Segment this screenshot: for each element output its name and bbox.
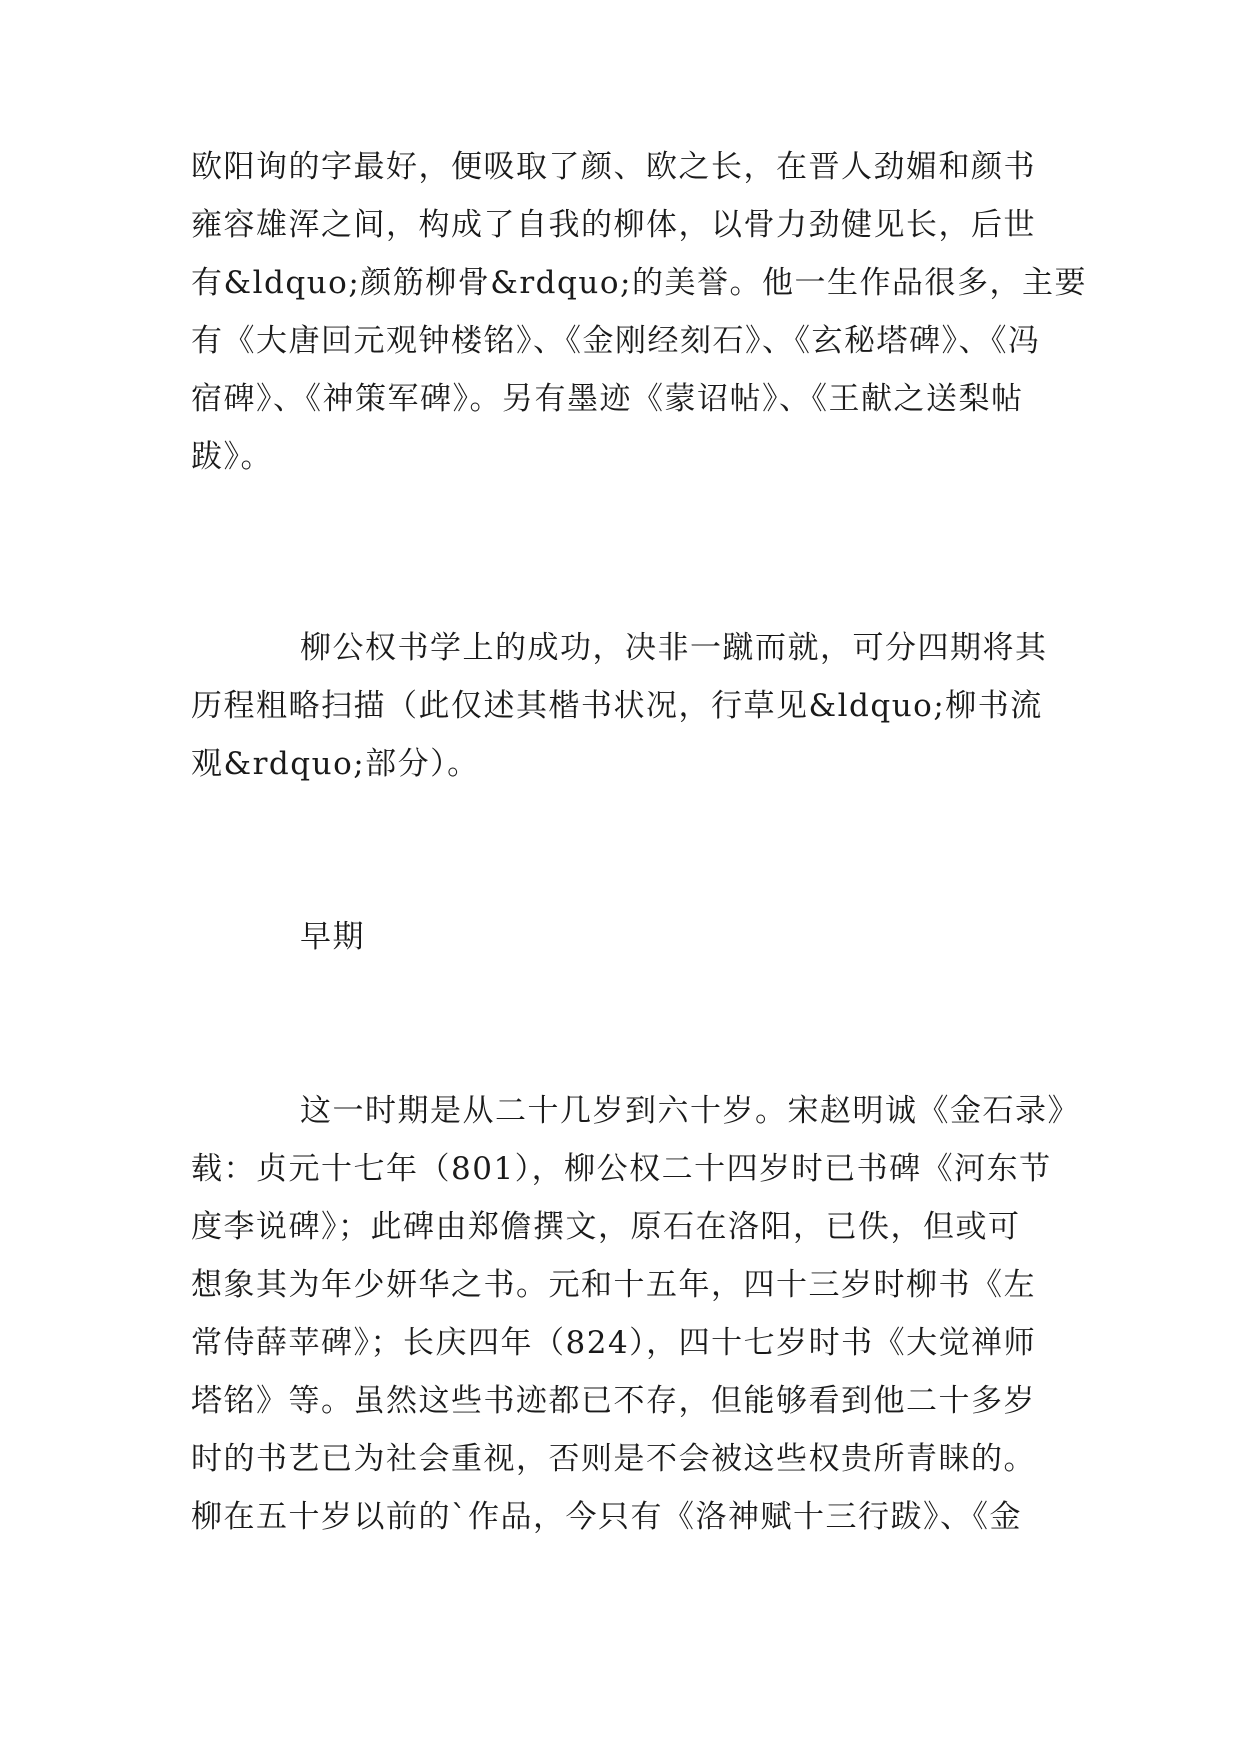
paragraph-line: 载：贞元十七年（801），柳公权二十四岁时已书碑《河东节 — [191, 1151, 1052, 1187]
paragraph-line: 有《大唐回元观钟楼铭》、《金刚经刻石》、《玄秘塔碑》、《冯 — [191, 323, 1041, 359]
paragraph-3 — [191, 1082, 1080, 1546]
paragraph-line: 柳在五十岁以前的`作品，今只有《洛神赋十三行跋》、《金 — [191, 1499, 1022, 1535]
paragraph-line: 雍容雄浑之间，构成了自我的柳体，以骨力劲健见长，后世 — [191, 207, 1036, 243]
paragraph-line: 柳公权书学上的成功，决非一蹴而就，可分四期将其 — [300, 630, 1048, 666]
paragraph-line: 有&ldquo;颜筋柳骨&rdquo;的美誉。他一生作品很多，主要 — [191, 265, 1087, 301]
heading-text: 早期 — [300, 919, 365, 955]
paragraph-line: 观&rdquo;部分）。 — [191, 746, 480, 782]
paragraph-line: 宿碑》、《神策军碑》。另有墨迹《蒙诏帖》、《王献之送梨帖 — [191, 381, 1024, 417]
paragraph-line: 度李说碑》；此碑由郑儋撰文，原石在洛阳，已佚，但或可 — [191, 1209, 1021, 1245]
section-heading — [191, 908, 1051, 966]
paragraph-line: 跋》。 — [191, 439, 273, 475]
paragraph-line: 欧阳询的字最好，便吸取了颜、欧之长，在晋人劲媚和颜书 — [191, 149, 1036, 185]
paragraph-2 — [191, 619, 1051, 793]
paragraph-line: 这一时期是从二十几岁到六十岁。宋赵明诚《金石录》 — [300, 1093, 1080, 1129]
paragraph-line: 历程粗略扫描（此仅述其楷书状况，行草见&ldquo;柳书流 — [191, 688, 1043, 724]
paragraph-line: 常侍薛苹碑》；长庆四年（824），四十七岁时书《大觉禅师 — [191, 1325, 1037, 1361]
paragraph-line: 塔铭》等。虽然这些书迹都已不存，但能够看到他二十多岁 — [191, 1383, 1036, 1419]
paragraph-line: 时的书艺已为社会重视，否则是不会被这些权贵所青睐的。 — [191, 1441, 1036, 1477]
paragraph-1 — [191, 138, 1087, 486]
paragraph-line: 想象其为年少妍华之书。元和十五年，四十三岁时柳书《左 — [191, 1267, 1036, 1303]
